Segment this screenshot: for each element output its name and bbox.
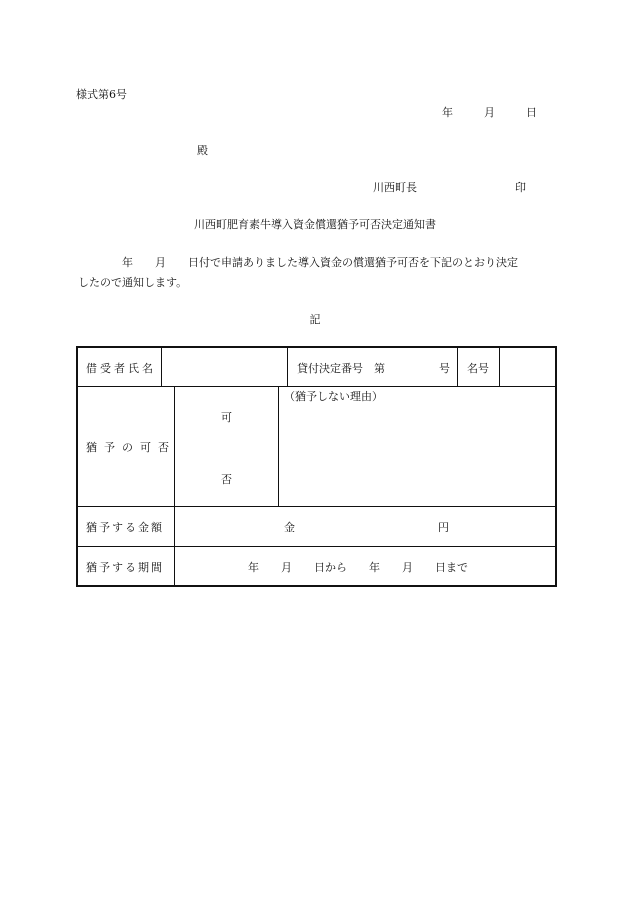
col-divider [161, 348, 162, 386]
date-month: 月 [484, 106, 495, 119]
decision-number-label: 貸付決定番号 第 [297, 362, 385, 375]
decision-number-suffix: 号 [439, 362, 450, 375]
option-yes: 可 [221, 411, 232, 424]
reason-label: （猶予しない理由） [284, 390, 383, 403]
deferral-label: 猶予の可否 [86, 441, 176, 454]
body-line-2: したので通知します。 [78, 276, 188, 289]
document-title: 川西町肥育素牛導入資金償還猶予可否決定通知書 [194, 218, 436, 231]
date-line [442, 104, 537, 120]
row-divider [78, 506, 555, 507]
body-text [78, 253, 518, 293]
option-no: 否 [221, 473, 232, 486]
period-text: 年 月 日から 年 月 日まで [248, 561, 468, 574]
amount-unit: 円 [438, 521, 449, 534]
row-divider [78, 386, 555, 387]
amount-label: 猶予する金額 [86, 521, 164, 534]
period-label: 猶予する期間 [86, 561, 164, 574]
col-divider [499, 348, 500, 386]
addressee-suffix: 殿 [197, 144, 208, 157]
seal-mark: 印 [515, 181, 526, 194]
col-divider [174, 386, 175, 586]
amount-prefix: 金 [284, 521, 295, 534]
col-divider [457, 348, 458, 386]
body-line-1: 年 月 日付で申請ありました導入資金の償還猶予可否を下記のとおり決定 [122, 256, 518, 269]
form-number: 様式第6号 [76, 88, 127, 101]
col-divider [287, 348, 288, 386]
date-day: 日 [526, 106, 537, 119]
count-label: 名号 [467, 362, 489, 375]
date-year: 年 [442, 106, 453, 119]
col-divider [278, 386, 279, 506]
deferral-table [76, 346, 557, 587]
row-divider [78, 546, 555, 547]
borrower-name-label: 借受者氏名 [86, 362, 156, 375]
note-label: 記 [309, 313, 321, 326]
issuer-name: 川西町長 [373, 181, 417, 194]
